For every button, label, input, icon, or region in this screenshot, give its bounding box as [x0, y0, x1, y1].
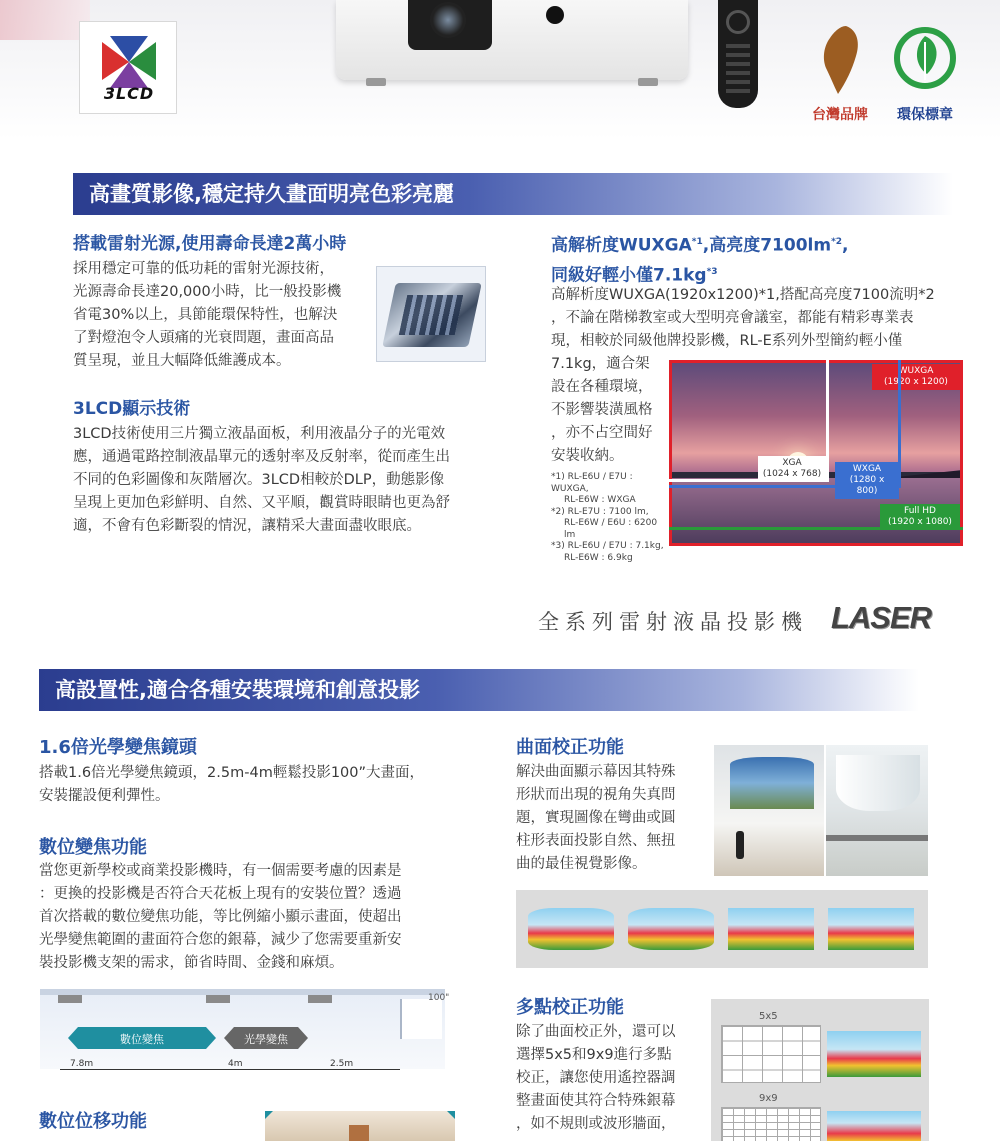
xga-label: XGA (1024 x 768)	[758, 456, 826, 482]
laser-logo: LASER	[830, 600, 932, 635]
digital-zoom-title: 數位變焦功能	[39, 837, 147, 858]
lcd-title: 3LCD顯示技術	[73, 399, 191, 419]
curve-correction-strip	[516, 890, 928, 968]
projector-sensor	[546, 6, 564, 24]
diagram-distance-7-8: 7.8m	[70, 1059, 94, 1069]
3lcd-prism-icon	[80, 22, 178, 92]
diagram-screen-size: 100"	[428, 993, 450, 1003]
optical-zoom-text: 搭載1.6倍光學變焦鏡頭，2.5m-4m輕鬆投影100”大畫面， 安裝擺設便利彈性。	[39, 765, 425, 804]
lcd-text: 3LCD技術使用三片獨立液晶面板，利用液晶分子的光電效 應，通過電路控制液晶單元的透射率及反射率，從而產生出 不同的色彩圖像和灰階層次。3LCD相較於DLP，動態影像 呈現上更加色彩鮮明、自然、又平順，觀賞時眼睛也更為舒 適，不會有色彩斷裂的情況，讓精采大畫面盡收眼底。	[73, 426, 450, 534]
optical-zoom-title: 1.6倍光學變焦鏡頭	[39, 737, 197, 758]
multipoint-title: 多點校正功能	[516, 997, 624, 1018]
section1-banner: 高畫質影像,穩定持久畫面明亮色彩亮麗	[73, 173, 953, 215]
projector-lens	[408, 0, 492, 50]
wxga-label: WXGA (1280 x 800)	[835, 462, 899, 499]
diagram-optical-label: 光學變焦	[244, 1033, 288, 1046]
flower-panel-4	[828, 908, 914, 950]
eco-leaf-icon	[885, 20, 965, 100]
wuxga-label: WUXGA (1920 x 1200)	[872, 364, 960, 390]
diagram-distance-2-5: 2.5m	[330, 1059, 354, 1069]
remote-control-image	[718, 0, 758, 108]
multipoint-diagram	[711, 999, 929, 1141]
diagram-projector-2	[206, 995, 230, 1003]
flower-panel-1	[528, 908, 614, 950]
digital-shift-image	[265, 1111, 455, 1141]
flower-panel-2	[628, 908, 714, 950]
diagram-projector-1	[58, 995, 82, 1003]
digital-zoom-text: 當您更新學校或商業投影機時，有一個需要考慮的因素是 ：更換的投影機是否符合天花板上現有的安裝位置？透過 首次搭載的數位變焦功能，等比例縮小顯示畫面，使超出 光學變焦範圍的畫面符合您的銀幕，減少了您需要重新安 裝投影機支架的需求，節省時間、金錢和麻煩。	[39, 863, 402, 971]
laser-chip-image	[376, 266, 486, 362]
diagram-digital-label: 數位變焦	[120, 1033, 164, 1046]
diagram-distance-4: 4m	[228, 1059, 243, 1069]
wuxga-title: 高解析度WUXGA$^{*1}$,高亮度$7100lm^{*2}$, 同級好輕小僅$7.1kg^{*3}$	[551, 235, 849, 286]
diagram-projector-3	[308, 995, 332, 1003]
grid-9x9-result	[827, 1111, 921, 1141]
curved-screen-photo	[714, 745, 824, 876]
grid-5x5-label: 5x5	[759, 1011, 778, 1022]
curve-correction-text: 解決曲面顯示幕因其特殊 形狀而出現的視角失真問 題，實現圖像在彎曲或圓 柱形表面投影自然、無扭 曲的最佳視覺影像。	[516, 764, 676, 872]
wuxga-text-short: 7.1kg，適合架 設在各種環境， 不影響裝潢風格 ，亦不占空間好 安裝收納。	[551, 356, 653, 464]
diagram-screen	[400, 999, 442, 1039]
section2-banner: 高設置性,適合各種安裝環境和創意投影	[39, 669, 919, 711]
flower-panel-3	[728, 908, 814, 950]
multipoint-text: 除了曲面校正外，還可以 選擇5x5和9x9進行多點 校正，讓您使用遙控器調 整畫面使其符合特殊銀幕 ，如不規則或波形牆面，	[516, 1024, 676, 1132]
grid-5x5	[721, 1025, 821, 1083]
projector-image	[336, 0, 688, 80]
wuxga-footnotes: *1) RL-E6U / E7U : WUXGA, RL-E6W : WXGA *2) RL-E7U : 7100 lm, RL-E6W / E6U : 6200 lm *3) RL-E6U / E7U : 7.1kg, RL-E6W : 6.9kg	[551, 472, 664, 563]
taiwan-map-icon	[800, 20, 880, 100]
logo-3lcd-text: 3LCD	[103, 84, 155, 103]
laser-title: 搭載雷射光源,使用壽命長達2萬小時	[73, 234, 347, 254]
wuxga-text: 高解析度WUXGA(1920x1200)*1,搭配高亮度7100流明*2 ，不論在階梯教室或大型明亮會議室，都能有精彩專業表 現，相較於同級他牌投影機，RL-E系列外型簡約輕小僅	[551, 287, 935, 349]
logo-3lcd	[79, 21, 177, 114]
eco-label-text: 環保標章	[897, 107, 953, 123]
laser-tagline: 全系列雷射液晶投影機	[538, 610, 808, 634]
taiwan-brand-badge	[800, 20, 880, 125]
brand-watermark	[0, 0, 90, 40]
curve-correction-title: 曲面校正功能	[516, 737, 624, 758]
fhd-label: Full HD (1920 x 1080)	[880, 504, 960, 530]
eco-label-badge	[885, 20, 965, 125]
grid-9x9	[721, 1107, 821, 1141]
laser-text: 採用穩定可靠的低功耗的雷射光源技術， 光源壽命長達20,000小時，比一般投影機 省電30%以上，具節能環保特性，也解決 了對燈泡令人頭痛的光衰問題，畫面高品 質呈現，並且大幅降低維護成本。	[73, 261, 342, 369]
grid-5x5-result	[827, 1031, 921, 1077]
zoom-diagram	[40, 989, 450, 1069]
taiwan-brand-label: 台灣品牌	[812, 107, 868, 123]
curved-hall-photo	[826, 745, 928, 876]
digital-shift-title: 數位位移功能	[39, 1111, 147, 1132]
grid-9x9-label: 9x9	[759, 1093, 778, 1104]
